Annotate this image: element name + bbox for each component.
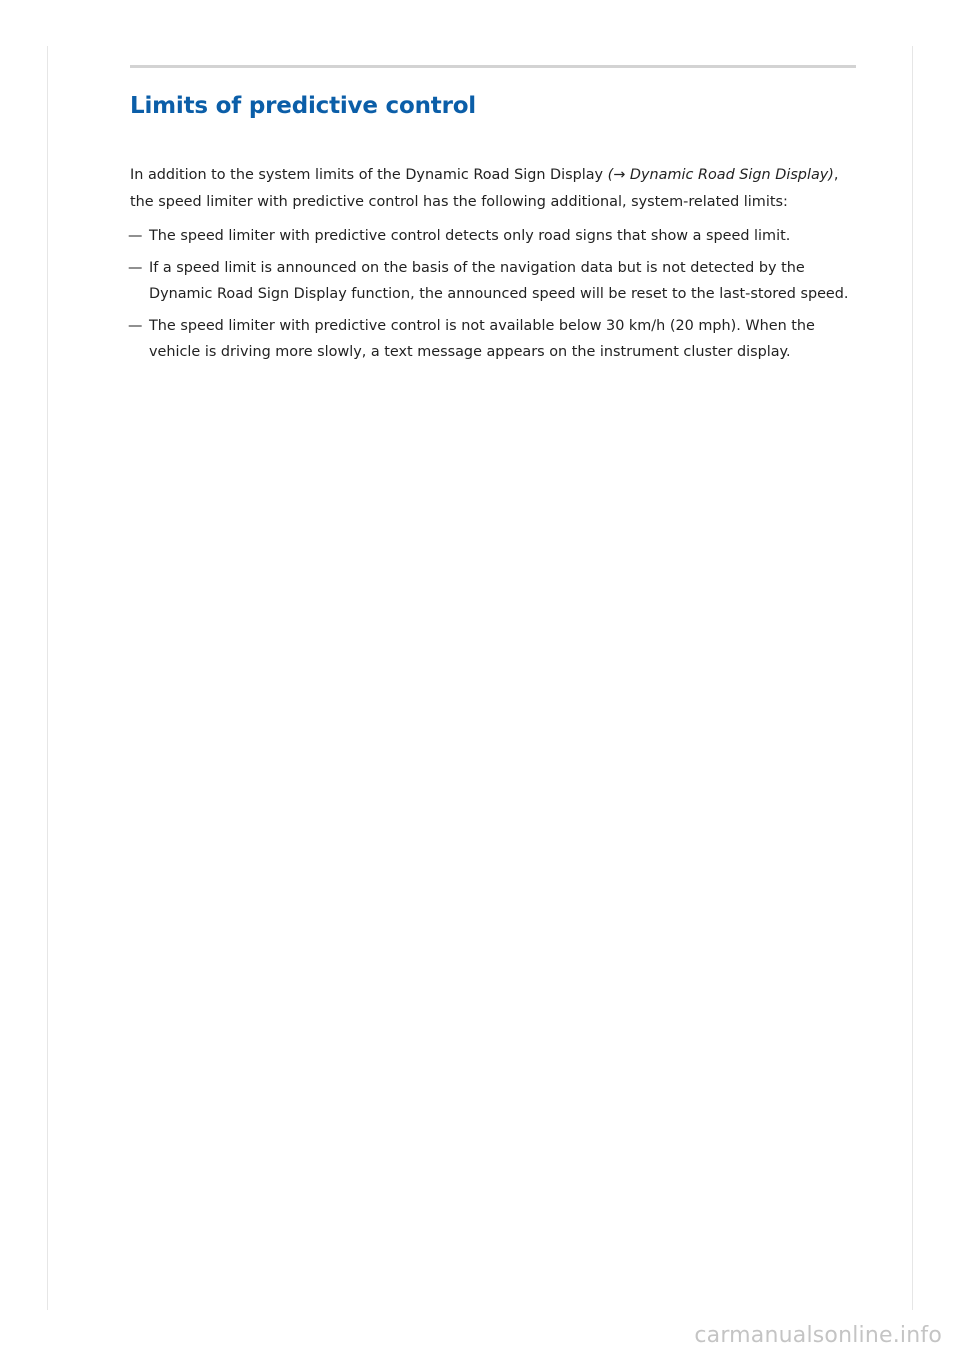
left-margin-line — [47, 46, 48, 1310]
list-item — [130, 313, 856, 366]
list-item-text: The speed limiter with predictive control is not available below 30 km/h (20 mph). When the vehicle is driving more slowly, a text message appears on the instrument cluster display. — [149, 317, 815, 360]
section-top-rule — [130, 65, 856, 68]
dash-bullet: — — [128, 228, 143, 244]
limits-list — [130, 223, 856, 366]
intro-text-after: , the speed limiter with predictive control has the following additional, system-related limits: — [130, 167, 839, 210]
section-title: Limits of predictive control — [130, 93, 476, 119]
list-item — [130, 223, 856, 250]
list-item-text: The speed limiter with predictive control detects only road signs that show a speed limit. — [149, 228, 791, 244]
watermark-text: carmanualsonline.info — [694, 1323, 942, 1348]
cross-reference-link[interactable]: (→ Dynamic Road Sign Display) — [607, 167, 834, 183]
list-item-text: If a speed limit is announced on the basis of the navigation data but is not detected by the Dynamic Road Sign Display function, the announced speed will be reset to the last-stored speed. — [149, 259, 849, 302]
dash-bullet: — — [128, 259, 143, 276]
intro-text-before: In addition to the system limits of the Dynamic Road Sign Display — [130, 167, 608, 183]
intro-paragraph — [130, 162, 856, 215]
list-item — [130, 255, 856, 308]
right-margin-line — [912, 46, 913, 1310]
dash-bullet: — — [128, 317, 143, 334]
section-content — [130, 88, 856, 371]
